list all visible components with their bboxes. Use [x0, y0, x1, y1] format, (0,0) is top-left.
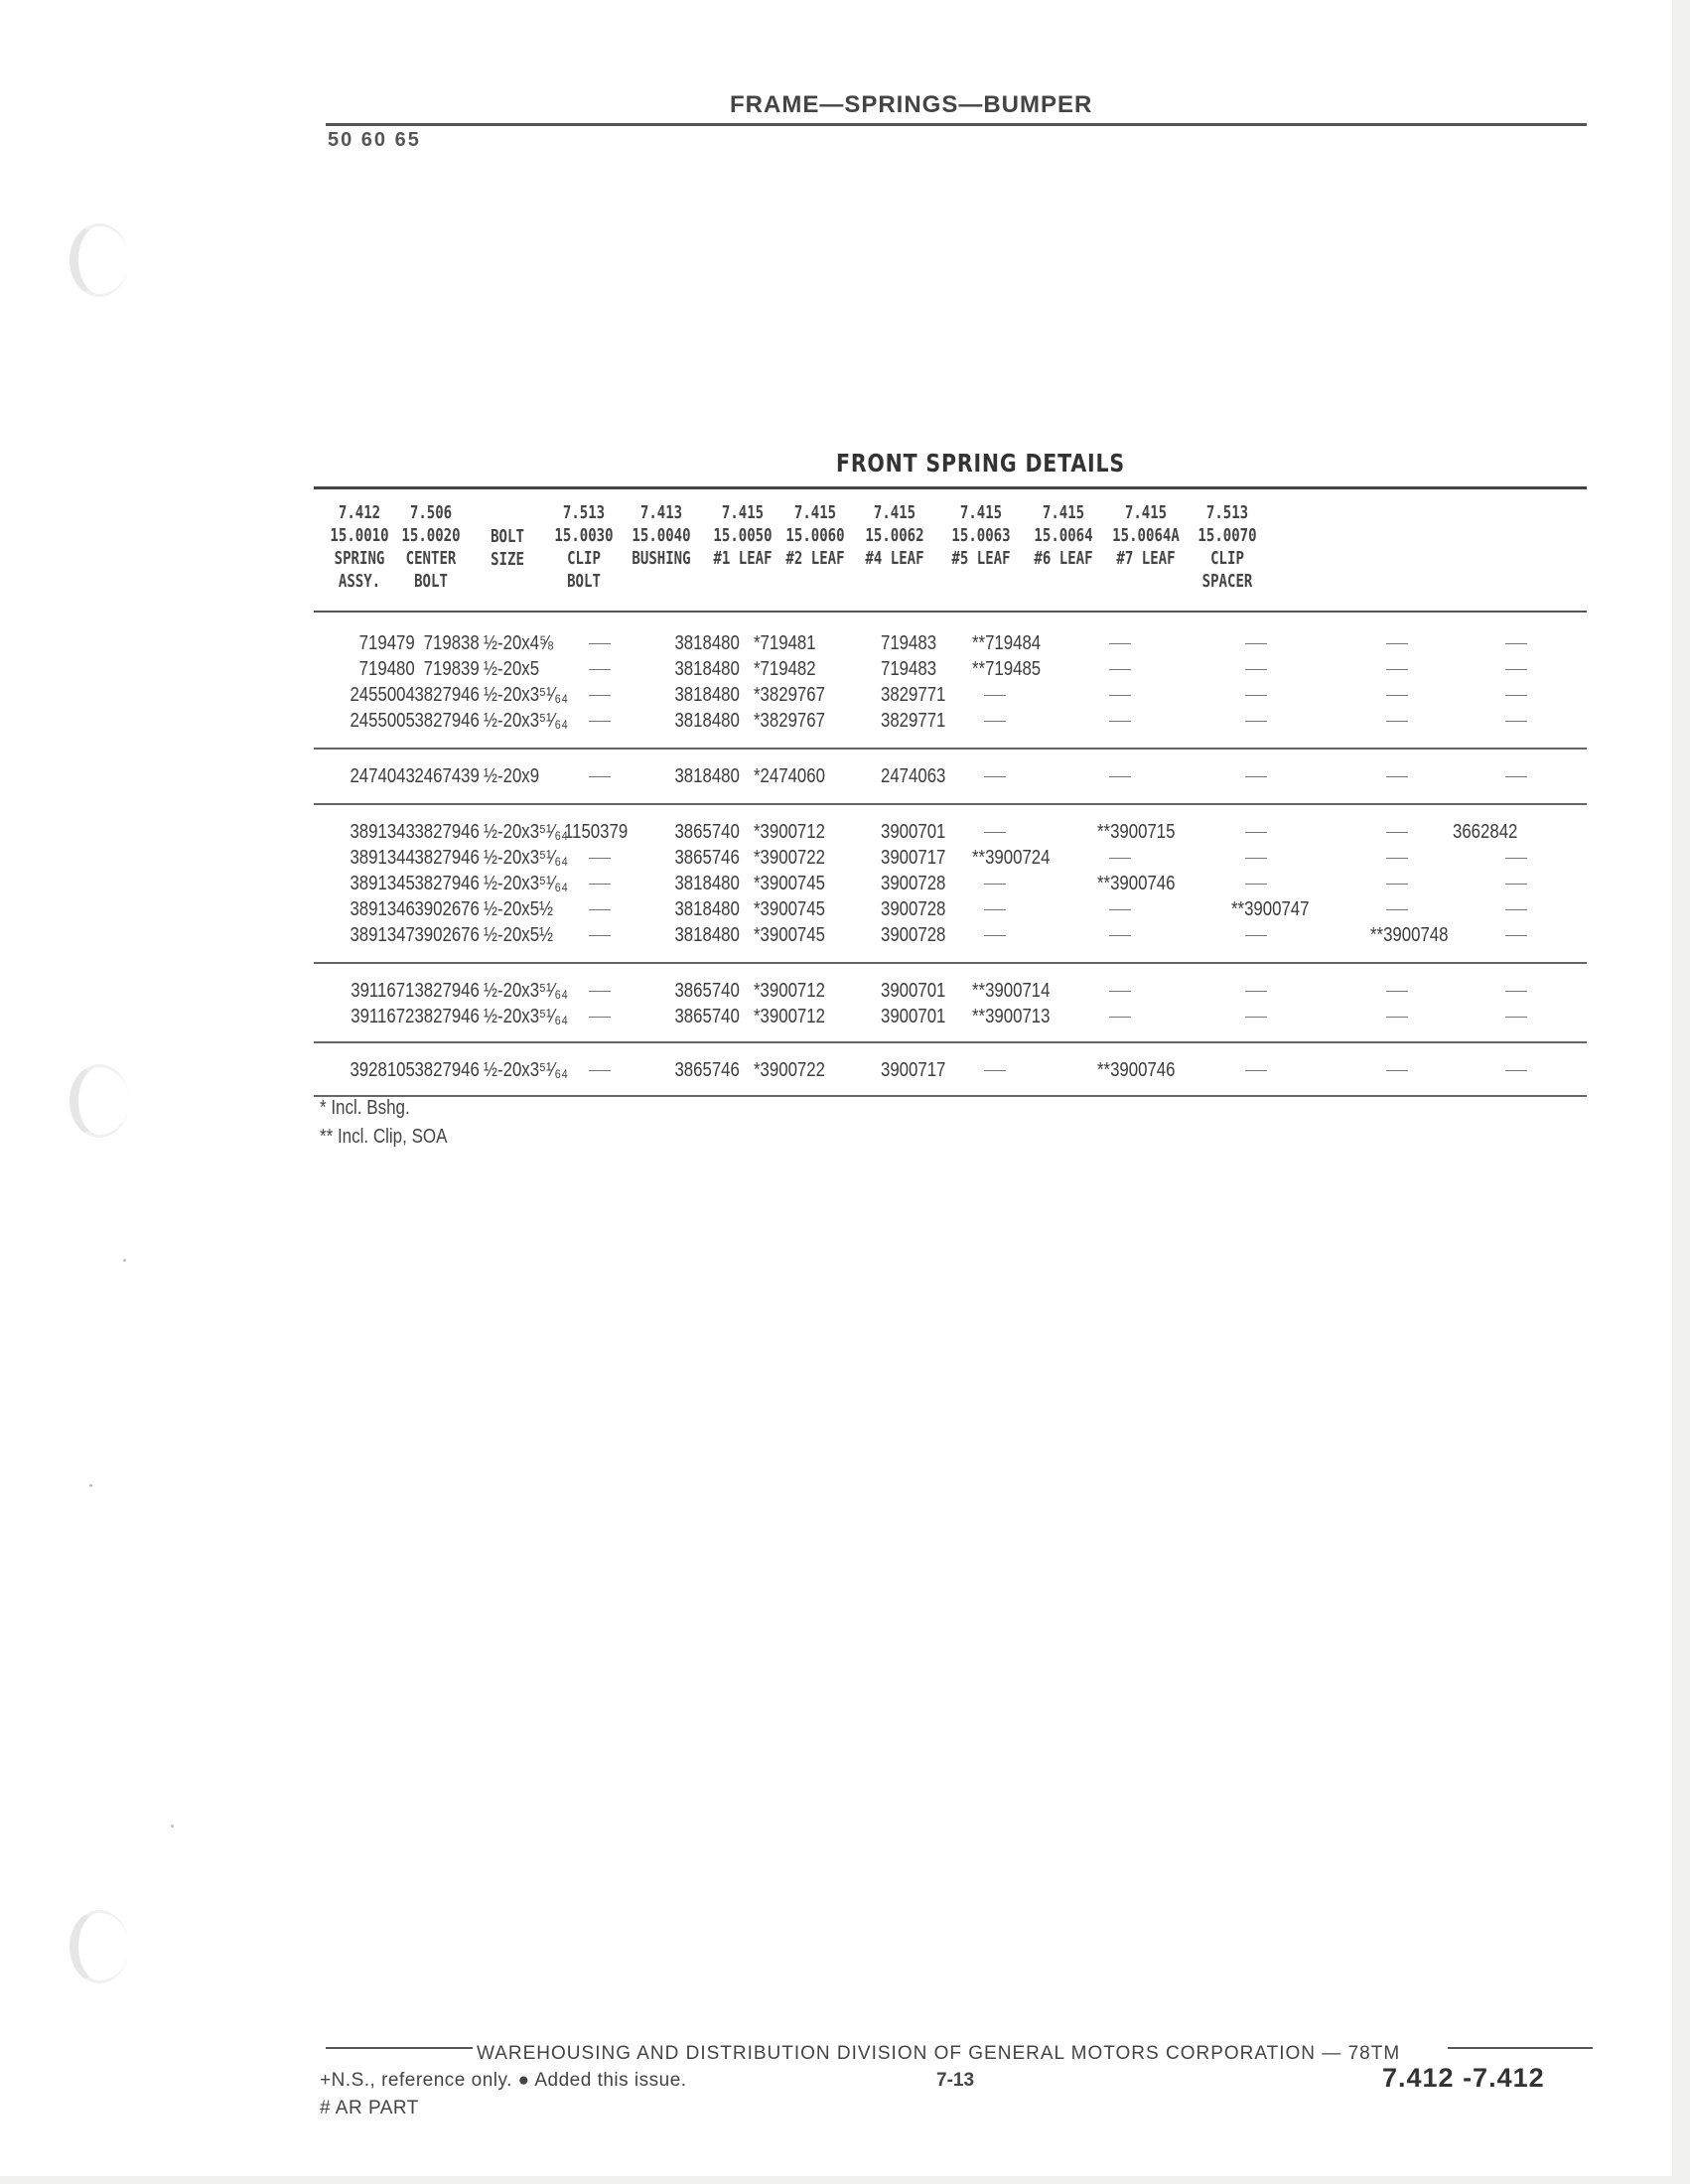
table-cell: 3818480	[674, 710, 741, 732]
empty-cell-dash	[1245, 695, 1267, 696]
table-cell: 3865740	[674, 980, 741, 1002]
table-cell: **3900724	[971, 847, 1051, 869]
footer-legend-ns: +N.S., reference only. ● Added this issue.	[320, 2070, 687, 2091]
empty-cell-dash	[1245, 643, 1267, 644]
footer-rule-left	[326, 2047, 473, 2049]
empty-cell-dash	[1109, 909, 1131, 910]
empty-cell-dash	[1505, 909, 1527, 910]
table-cell: 3911671	[351, 980, 415, 1002]
empty-cell-dash	[589, 776, 611, 777]
empty-cell-dash	[1109, 935, 1131, 936]
empty-cell-dash	[1109, 695, 1131, 696]
scan-speck	[89, 1484, 92, 1487]
table-cell: 3900728	[880, 898, 946, 920]
table-row	[314, 845, 1587, 871]
table-cell: ½-20x3⁵¹⁄₆₄	[483, 710, 568, 732]
table-cell: 3911672	[351, 1006, 415, 1027]
table-row	[314, 871, 1587, 896]
empty-cell-dash	[1245, 991, 1267, 992]
empty-cell-dash	[984, 776, 1006, 777]
table-cell: *3900712	[753, 980, 825, 1002]
footnote-single-star: * Incl. Bshg.	[320, 1097, 410, 1119]
empty-cell-dash	[984, 695, 1006, 696]
column-header-line: 15.0063	[951, 525, 1011, 546]
empty-cell-dash	[1245, 832, 1267, 833]
table-cell: 719839	[423, 658, 480, 680]
column-header	[623, 501, 700, 570]
table-cell: *719481	[753, 632, 816, 654]
empty-cell-dash	[589, 935, 611, 936]
table-cell: 1150379	[563, 821, 628, 843]
empty-cell-dash	[1505, 1070, 1527, 1071]
column-header-line: 7.513	[1205, 502, 1249, 523]
table-cell: 3928105	[350, 1059, 415, 1081]
page-section-title: FRAME—SPRINGS—BUMPER	[730, 91, 1093, 118]
empty-cell-dash	[1505, 721, 1527, 722]
table-cell: 3891346	[350, 898, 415, 920]
empty-cell-dash	[1386, 669, 1408, 670]
table-cell: 3827946	[414, 684, 480, 706]
table-cell: 3662842	[1452, 821, 1517, 843]
column-header-line: 7.413	[639, 502, 683, 523]
empty-cell-dash	[984, 832, 1006, 833]
column-header-line: 15.0020	[401, 525, 461, 546]
empty-cell-dash	[589, 721, 611, 722]
column-header-line: 7.412	[338, 502, 381, 523]
column-header-line: 15.0040	[632, 525, 691, 546]
empty-cell-dash	[984, 935, 1006, 936]
empty-cell-dash	[1109, 643, 1131, 644]
empty-cell-dash	[1245, 669, 1267, 670]
table-cell: *3900722	[753, 847, 825, 869]
table-cell: ½-20x5	[483, 658, 539, 680]
column-header-line: BOLT	[414, 571, 448, 592]
table-cell: **3900746	[1096, 873, 1176, 894]
table-cell: 3900728	[880, 924, 946, 946]
table-cell: **3900714	[971, 980, 1051, 1002]
row-group	[314, 613, 1587, 750]
table-row	[314, 978, 1587, 1004]
table-cell: 719480	[358, 658, 415, 680]
column-header-line: 7.415	[721, 502, 765, 523]
empty-cell-dash	[1109, 1017, 1131, 1018]
table-cell: 2474043	[350, 765, 415, 787]
table-cell: 3818480	[674, 658, 741, 680]
table-cell: 3827946	[414, 821, 480, 843]
punch-hole	[70, 1910, 129, 1983]
table-cell: 719838	[423, 632, 480, 654]
empty-cell-dash	[1505, 884, 1527, 885]
column-header-line: 15.0010	[330, 525, 389, 546]
empty-cell-dash	[1505, 991, 1527, 992]
empty-cell-dash	[589, 858, 611, 859]
table-cell: 3891344	[350, 847, 415, 869]
table-header	[314, 489, 1587, 613]
empty-cell-dash	[1245, 1070, 1267, 1071]
empty-cell-dash	[1386, 776, 1408, 777]
table-cell: ½-20x3⁵¹⁄₆₄	[483, 1059, 568, 1081]
empty-cell-dash	[1109, 776, 1131, 777]
empty-cell-dash	[1245, 884, 1267, 885]
scan-speck	[171, 1825, 174, 1828]
table-cell: 2467439	[414, 765, 480, 787]
empty-cell-dash	[1245, 935, 1267, 936]
empty-cell-dash	[1386, 991, 1408, 992]
table-cell: 3891345	[350, 873, 415, 894]
column-header-line: 15.0060	[785, 525, 845, 546]
table-cell: 719483	[880, 658, 936, 680]
table-cell: 3818480	[674, 684, 741, 706]
table-cell: 719479	[358, 632, 415, 654]
table-cell: ½-20x3⁵¹⁄₆₄	[483, 873, 568, 894]
column-header-line: #6 LEAF	[1034, 548, 1093, 569]
table-cell: 719483	[880, 632, 936, 654]
table-cell: 3865746	[674, 847, 741, 869]
column-header-line: BOLT	[567, 571, 601, 592]
column-header-line: BOLT	[491, 526, 524, 547]
empty-cell-dash	[1109, 858, 1131, 859]
table-cell: 3900701	[880, 1006, 946, 1027]
table-row	[314, 682, 1587, 708]
section-range: 7.412 -7.412	[1382, 2063, 1545, 2093]
column-header-line: #5 LEAF	[951, 548, 1011, 569]
table-body	[314, 613, 1587, 1097]
empty-cell-dash	[1245, 1017, 1267, 1018]
table-cell: **3900746	[1096, 1059, 1176, 1081]
empty-cell-dash	[589, 909, 611, 910]
row-group	[314, 1043, 1587, 1097]
empty-cell-dash	[589, 1070, 611, 1071]
table-cell: ½-20x5½	[483, 924, 553, 946]
column-header-line: CENTER	[405, 548, 457, 569]
column-header-line: 7.506	[409, 502, 453, 523]
model-years: 50 60 65	[328, 129, 421, 151]
column-header	[392, 501, 470, 593]
table-cell: ½-20x5½	[483, 898, 553, 920]
empty-cell-dash	[1109, 721, 1131, 722]
table-row	[314, 922, 1587, 948]
column-header-line: 15.0062	[865, 525, 924, 546]
table-cell: 3818480	[674, 873, 741, 894]
table-cell: 3827946	[414, 1059, 480, 1081]
empty-cell-dash	[1386, 858, 1408, 859]
empty-cell-dash	[984, 884, 1006, 885]
table-cell: 3900701	[880, 821, 946, 843]
footer-rule-right	[1448, 2047, 1593, 2049]
column-header-line: #4 LEAF	[865, 548, 924, 569]
table-cell: **3900748	[1370, 924, 1449, 946]
table-cell: *3900745	[753, 898, 825, 920]
empty-cell-dash	[1505, 669, 1527, 670]
table-cell: **3900715	[1096, 821, 1176, 843]
empty-cell-dash	[1109, 669, 1131, 670]
table-cell: **719484	[971, 632, 1041, 654]
empty-cell-dash	[1505, 643, 1527, 644]
empty-cell-dash	[1505, 858, 1527, 859]
column-header-line: 15.0070	[1197, 525, 1257, 546]
table-cell: 3829771	[880, 684, 946, 706]
column-header-line: 7.415	[793, 502, 837, 523]
empty-cell-dash	[1386, 695, 1408, 696]
empty-cell-dash	[1386, 1070, 1408, 1071]
row-group	[314, 805, 1587, 964]
empty-cell-dash	[1386, 832, 1408, 833]
column-header-line: ASSY.	[338, 571, 381, 592]
column-header-line: 7.415	[1042, 502, 1085, 523]
table-cell: *3829767	[753, 710, 825, 732]
empty-cell-dash	[589, 1017, 611, 1018]
column-header	[776, 501, 854, 570]
table-cell: 3827946	[414, 873, 480, 894]
empty-cell-dash	[589, 695, 611, 696]
table-title: FRONT SPRING DETAILS	[836, 449, 1125, 478]
table-cell: 2455005	[350, 710, 415, 732]
column-header	[1189, 501, 1266, 593]
column-header-line: SIZE	[491, 549, 524, 570]
column-header-line: 7.415	[1124, 502, 1168, 523]
table-cell: *3900745	[753, 924, 825, 946]
punch-hole	[70, 223, 129, 297]
column-header-line: BUSHING	[632, 548, 691, 569]
column-header-line: 7.513	[562, 502, 606, 523]
column-header-line: CLIP	[1210, 548, 1244, 569]
empty-cell-dash	[1386, 721, 1408, 722]
table-cell: 3818480	[674, 632, 741, 654]
table-cell: 3818480	[674, 924, 741, 946]
empty-cell-dash	[1505, 695, 1527, 696]
empty-cell-dash	[589, 643, 611, 644]
page-number: 7-13	[936, 2070, 975, 2091]
table-cell: 3827946	[414, 1006, 480, 1027]
table-cell: *3829767	[753, 684, 825, 706]
footnote-double-star: ** Incl. Clip, SOA	[320, 1126, 448, 1148]
column-header-line: CLIP	[567, 548, 601, 569]
table-cell: 3829771	[880, 710, 946, 732]
footer-legend-ar: # AR PART	[320, 2098, 419, 2118]
table-cell: ½-20x3⁵¹⁄₆₄	[483, 1006, 568, 1027]
empty-cell-dash	[1245, 721, 1267, 722]
table-cell: ½-20x3⁵¹⁄₆₄	[483, 821, 568, 843]
table-cell: *3900722	[753, 1059, 825, 1081]
empty-cell-dash	[1386, 643, 1408, 644]
empty-cell-dash	[589, 884, 611, 885]
empty-cell-dash	[1109, 991, 1131, 992]
empty-cell-dash	[984, 721, 1006, 722]
table-cell: 3865746	[674, 1059, 741, 1081]
empty-cell-dash	[1386, 884, 1408, 885]
table-cell: 3891343	[350, 821, 415, 843]
table-cell: ½-20x4⅝	[483, 632, 553, 654]
table-row	[314, 1057, 1587, 1083]
column-header-line: #1 LEAF	[713, 548, 773, 569]
column-header-line: 15.0064A	[1112, 525, 1180, 546]
table-cell: 3827946	[414, 710, 480, 732]
table-cell: 2455004	[350, 684, 415, 706]
table-cell: 3827946	[414, 980, 480, 1002]
front-spring-details-table	[314, 486, 1587, 1097]
table-row	[314, 896, 1587, 922]
column-header-line: 15.0030	[554, 525, 614, 546]
column-header-line: 15.0050	[713, 525, 773, 546]
column-header-line: 7.415	[873, 502, 916, 523]
empty-cell-dash	[1386, 1017, 1408, 1018]
table-cell: ½-20x9	[483, 765, 539, 787]
column-header	[942, 501, 1020, 570]
table-cell: 3891347	[350, 924, 415, 946]
table-cell: ½-20x3⁵¹⁄₆₄	[483, 684, 568, 706]
empty-cell-dash	[1245, 776, 1267, 777]
table-cell: **3900713	[971, 1006, 1051, 1027]
scan-speck	[123, 1259, 126, 1262]
row-group	[314, 964, 1587, 1043]
empty-cell-dash	[984, 1070, 1006, 1071]
table-cell: *3900712	[753, 1006, 825, 1027]
table-cell: 3818480	[674, 765, 741, 787]
table-cell: 3902676	[414, 898, 480, 920]
table-cell: 3900717	[880, 1059, 946, 1081]
table-cell: *719482	[753, 658, 816, 680]
footer-corporation: WAREHOUSING AND DISTRIBUTION DIVISION OF GENERAL MOTORS CORPORATION — 78TM	[477, 2043, 1401, 2064]
table-row	[314, 656, 1587, 682]
table-cell: ½-20x3⁵¹⁄₆₄	[483, 847, 568, 869]
empty-cell-dash	[589, 669, 611, 670]
table-cell: 3900701	[880, 980, 946, 1002]
column-header	[469, 525, 546, 571]
table-cell: 3900728	[880, 873, 946, 894]
table-cell: ½-20x3⁵¹⁄₆₄	[483, 980, 568, 1002]
table-cell: *2474060	[753, 765, 825, 787]
column-header-line: 7.415	[959, 502, 1003, 523]
header-rule	[326, 123, 1587, 126]
empty-cell-dash	[1386, 909, 1408, 910]
table-cell: 3902676	[414, 924, 480, 946]
column-header	[545, 501, 623, 593]
table-row	[314, 708, 1587, 734]
empty-cell-dash	[1505, 1017, 1527, 1018]
table-cell: 3865740	[674, 1006, 741, 1027]
table-row	[314, 1004, 1587, 1029]
column-header	[321, 501, 398, 593]
row-group	[314, 750, 1587, 805]
column-header	[1107, 501, 1185, 570]
table-cell: 3818480	[674, 898, 741, 920]
table-cell: **3900747	[1231, 898, 1310, 920]
table-row	[314, 630, 1587, 656]
empty-cell-dash	[1505, 935, 1527, 936]
table-cell: 3865740	[674, 821, 741, 843]
table-cell: 3827946	[414, 847, 480, 869]
column-header-line: #2 LEAF	[785, 548, 845, 569]
column-header-line: SPRING	[334, 548, 385, 569]
column-header-line: 15.0064	[1034, 525, 1093, 546]
table-cell: 2474063	[880, 765, 946, 787]
empty-cell-dash	[1245, 858, 1267, 859]
column-header	[1025, 501, 1102, 570]
empty-cell-dash	[589, 991, 611, 992]
column-header-line: #7 LEAF	[1116, 548, 1176, 569]
punch-hole	[70, 1064, 129, 1138]
table-cell: *3900712	[753, 821, 825, 843]
table-cell: *3900745	[753, 873, 825, 894]
table-row	[314, 819, 1587, 845]
column-header	[856, 501, 933, 570]
empty-cell-dash	[1505, 776, 1527, 777]
column-header-line: SPACER	[1201, 571, 1253, 592]
empty-cell-dash	[984, 909, 1006, 910]
table-cell: **719485	[971, 658, 1041, 680]
table-cell: 3900717	[880, 847, 946, 869]
table-row	[314, 763, 1587, 789]
column-header	[704, 501, 781, 570]
